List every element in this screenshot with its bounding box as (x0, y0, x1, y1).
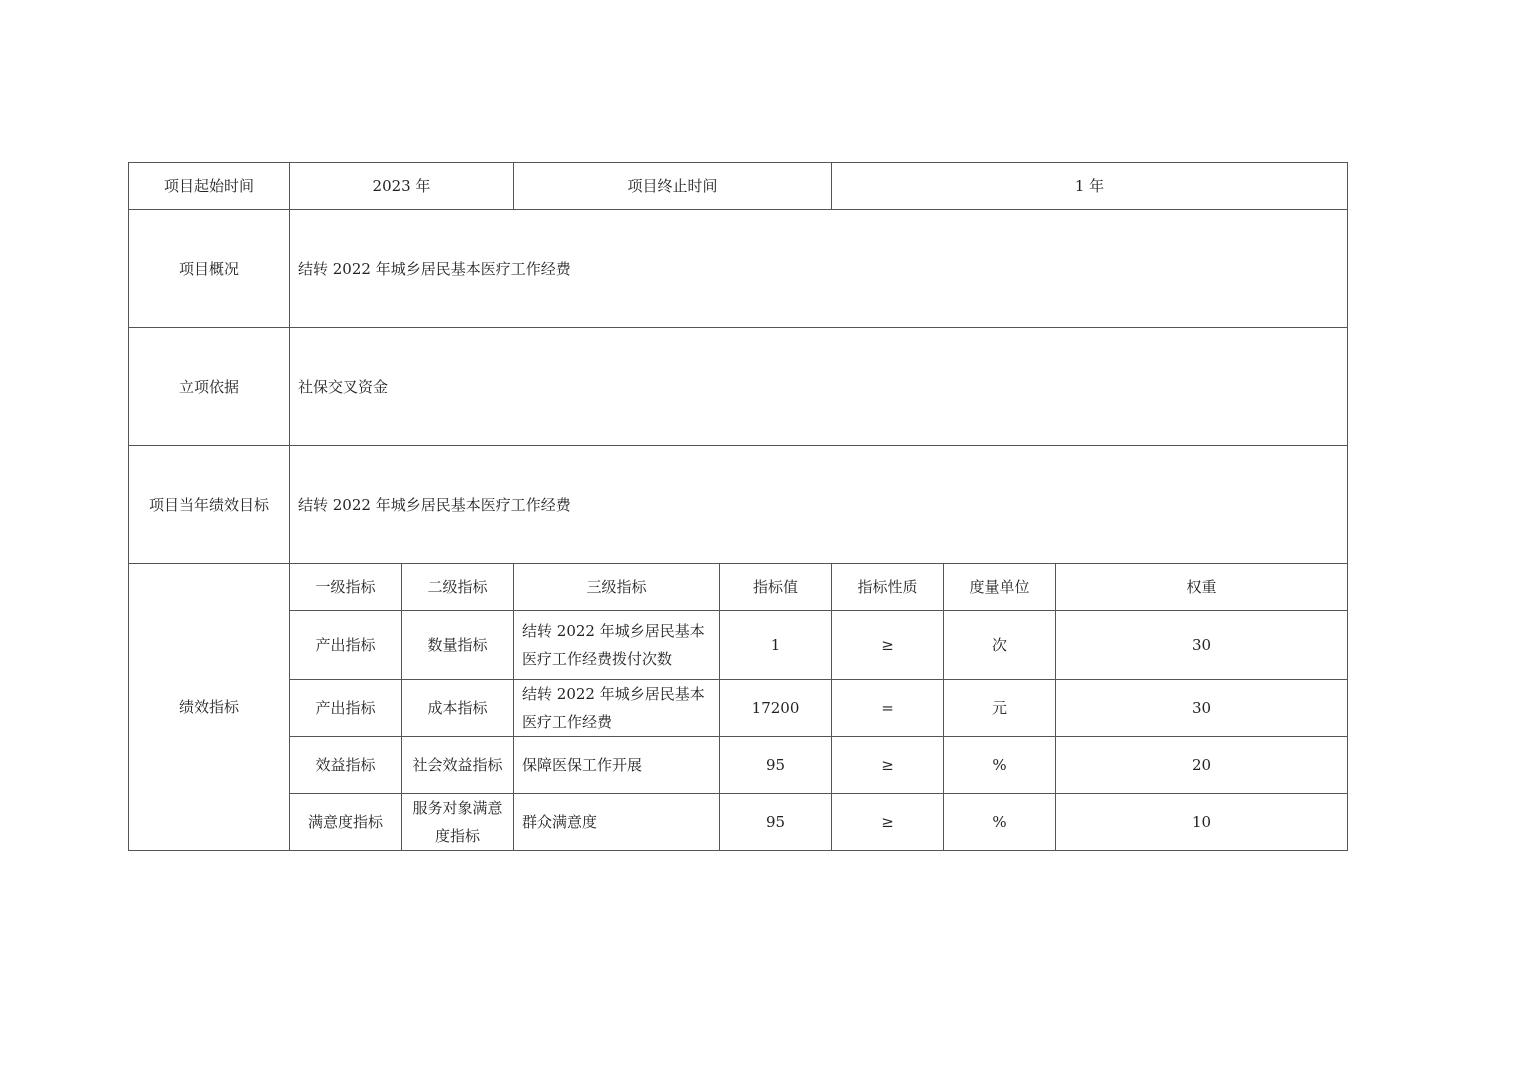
start-time-label: 项目起始时间 (129, 163, 290, 210)
basis-value: 社保交叉资金 (290, 328, 1348, 446)
weight-cell: 10 (1056, 794, 1348, 851)
level1-cell: 产出指标 (290, 680, 402, 737)
table-row (129, 446, 1348, 564)
header-level2: 二级指标 (402, 564, 514, 611)
header-value: 指标值 (720, 564, 832, 611)
header-level3: 三级指标 (514, 564, 720, 611)
value-cell: 17200 (720, 680, 832, 737)
level1-cell: 效益指标 (290, 737, 402, 794)
weight-cell: 20 (1056, 737, 1348, 794)
header-level1: 一级指标 (290, 564, 402, 611)
header-nature: 指标性质 (832, 564, 944, 611)
header-weight: 权重 (1056, 564, 1348, 611)
indicator-row (129, 680, 1348, 737)
unit-cell: % (944, 794, 1056, 851)
value-cell: 95 (720, 737, 832, 794)
end-time-label: 项目终止时间 (514, 163, 832, 210)
basis-label: 立项依据 (129, 328, 290, 446)
overview-value: 结转 2022 年城乡居民基本医疗工作经费 (290, 210, 1348, 328)
table-row (129, 210, 1348, 328)
performance-form-table (128, 162, 1348, 851)
indicator-row (129, 737, 1348, 794)
level2-cell: 成本指标 (402, 680, 514, 737)
level1-cell: 产出指标 (290, 611, 402, 680)
nature-cell: ≥ (832, 611, 944, 680)
indicator-row (129, 611, 1348, 680)
nature-cell: ≥ (832, 737, 944, 794)
indicator-row (129, 794, 1348, 851)
level2-cell: 服务对象满意度指标 (402, 794, 514, 851)
level3-cell: 群众满意度 (514, 794, 720, 851)
unit-cell: % (944, 737, 1056, 794)
end-time-value: 1 年 (832, 163, 1348, 210)
weight-cell: 30 (1056, 680, 1348, 737)
nature-cell: ≥ (832, 794, 944, 851)
value-cell: 1 (720, 611, 832, 680)
nature-cell: = (832, 680, 944, 737)
header-unit: 度量单位 (944, 564, 1056, 611)
unit-cell: 元 (944, 680, 1056, 737)
goal-value: 结转 2022 年城乡居民基本医疗工作经费 (290, 446, 1348, 564)
value-cell: 95 (720, 794, 832, 851)
table-row (129, 163, 1348, 210)
indicators-label: 绩效指标 (129, 564, 290, 851)
table-row (129, 328, 1348, 446)
level2-cell: 数量指标 (402, 611, 514, 680)
level3-cell: 保障医保工作开展 (514, 737, 720, 794)
level1-cell: 满意度指标 (290, 794, 402, 851)
indicator-header-row (129, 564, 1348, 611)
unit-cell: 次 (944, 611, 1056, 680)
level3-cell: 结转 2022 年城乡居民基本医疗工作经费 (514, 680, 720, 737)
level2-cell: 社会效益指标 (402, 737, 514, 794)
start-time-value: 2023 年 (290, 163, 514, 210)
goal-label: 项目当年绩效目标 (129, 446, 290, 564)
weight-cell: 30 (1056, 611, 1348, 680)
overview-label: 项目概况 (129, 210, 290, 328)
level3-cell: 结转 2022 年城乡居民基本医疗工作经费拨付次数 (514, 611, 720, 680)
